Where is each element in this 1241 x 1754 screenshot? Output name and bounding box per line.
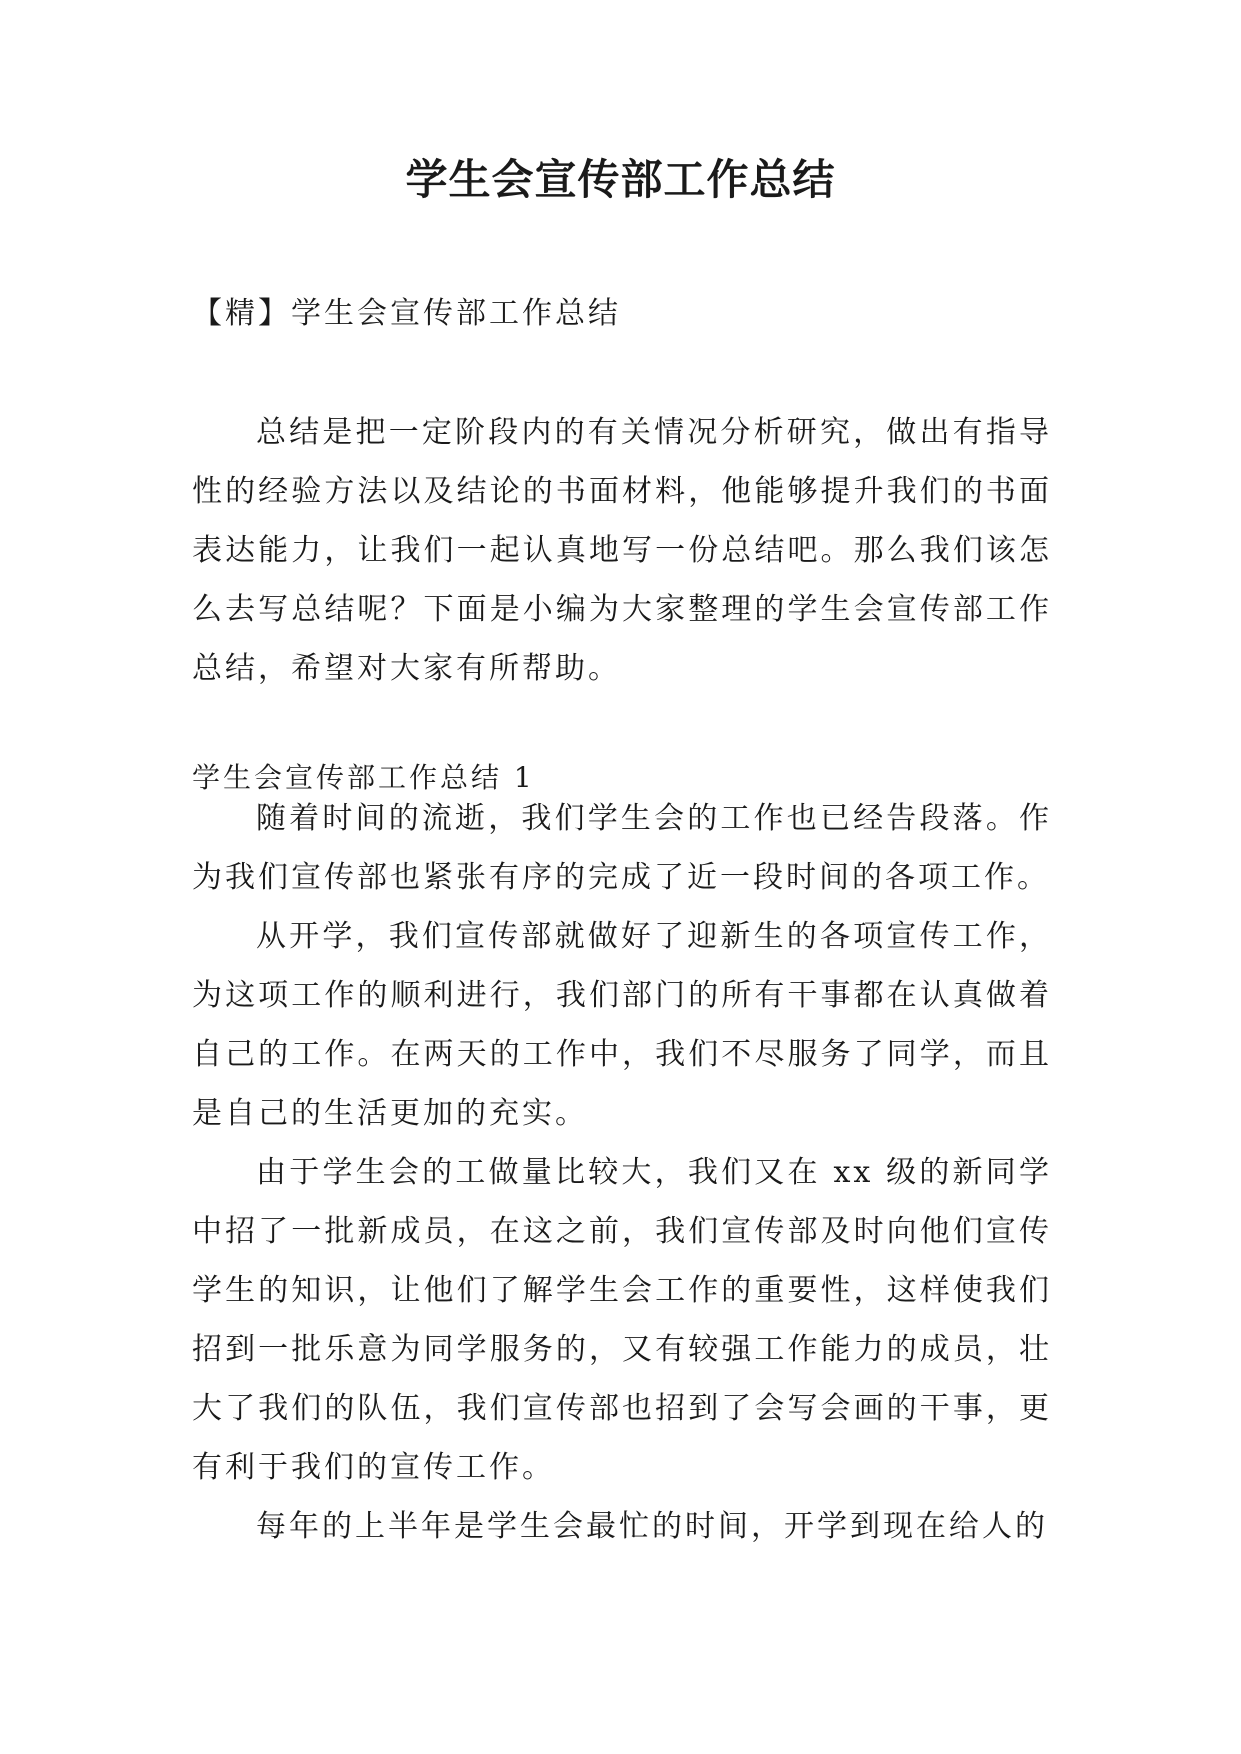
document-subtitle: 【精】学生会宣传部工作总结 — [192, 296, 621, 331]
body-paragraph: 从开学，我们宣传部就做好了迎新生的各项宣传工作，为这项工作的顺利进行，我们部门的所有干事都在认真做着自己的工作。在两天的工作中，我们不尽服务了同学，而且是自己的生活更加的充实。 — [192, 919, 1052, 1131]
document-title: 学生会宣传部工作总结 — [405, 155, 836, 204]
intro-paragraph: 总结是把一定阶段内的有关情况分析研究，做出有指导性的经验方法以及结论的书面材料，他能够提升我们的书面表达能力，让我们一起认真地写一份总结吧。那么我们该怎么去写总结呢？下面是小编为大家整理的学生会宣传部工作总结，希望对大家有所帮助。 — [192, 415, 1052, 686]
body-paragraph: 随着时间的流逝，我们学生会的工作也已经告段落。作为我们宣传部也紧张有序的完成了近一段时间的各项工作。 — [192, 801, 1052, 895]
section-heading: 学生会宣传部工作总结 1 — [192, 761, 535, 794]
body-paragraph: 每年的上半年是学生会最忙的时间，开学到现在给人的 — [256, 1509, 1048, 1544]
body-paragraph: 由于学生会的工做量比较大，我们又在 xx 级的新同学中招了一批新成员，在这之前，我们宣传部及时向他们宣传学生的知识，让他们了解学生会工作的重要性，这样使我们招到一批乐意为同学服务的，又有较强工作能力的成员，壮大了我们的队伍，我们宣传部也招到了会写会画的干事，更有利于我们的宣传工作。 — [192, 1155, 1052, 1485]
